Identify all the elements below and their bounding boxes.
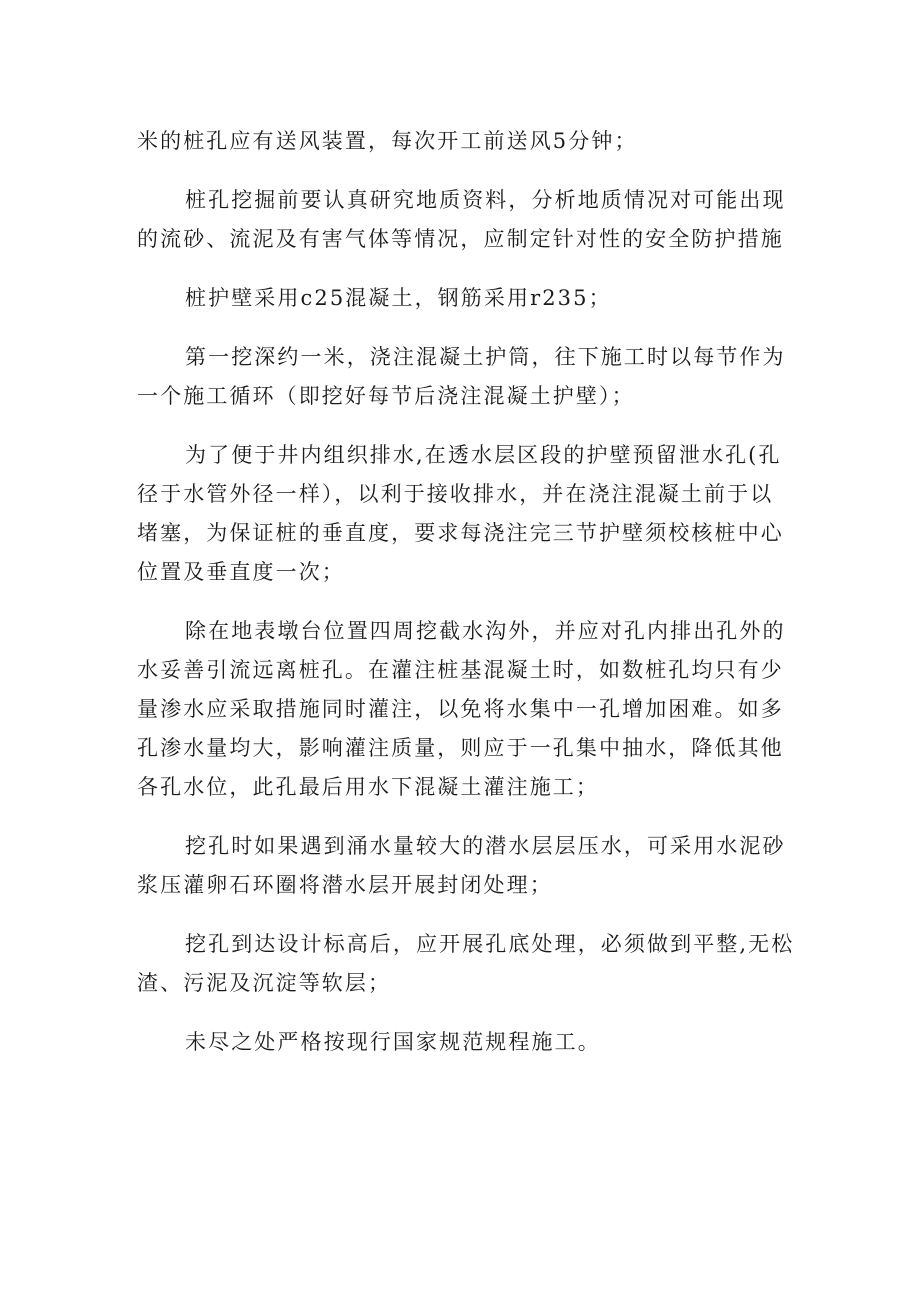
text-line: 桩孔挖掘前要认真研究地质资料，分析地质情况对可能出现 <box>185 188 786 212</box>
text-line: 水妥善引流远离桩孔。在灌注桩基混凝土时，如数桩孔均只有少 <box>137 658 784 682</box>
text-line: 米的桩孔应有送风装置，每次开工前送风5分钟； <box>137 129 638 153</box>
text-line: 未尽之处严格按现行国家规范规程施工。 <box>185 1030 601 1054</box>
text-line: 堵塞，为保证桩的垂直度，要求每浇注完三节护壁须校核桩中心 <box>137 521 784 545</box>
text-line: 除在地表墩台位置四周挖截水沟外，并应对孔内排出孔外的 <box>185 619 786 643</box>
paragraph-1 <box>137 122 789 161</box>
text-line: 为了便于井内组织排水,在透水层区段的护壁预留泄水孔(孔 <box>185 443 782 467</box>
text-line: 的流砂、流泥及有害气体等情况，应制定针对性的安全防护措施 <box>137 227 784 251</box>
text-line: 挖孔时如果遇到涌水量较大的潜水层层压水，可采用水泥砂 <box>185 834 786 858</box>
text-line: 各孔水位，此孔最后用水下混凝土灌注施工； <box>137 775 599 799</box>
text-line: 桩护壁采用c25混凝土，钢筋采用r235； <box>185 286 612 310</box>
paragraph-6 <box>137 612 789 807</box>
paragraph-4 <box>137 338 789 416</box>
text-line: 第一挖深约一米，浇注混凝土护筒，往下施工时以每节作为 <box>185 345 786 369</box>
paragraph-5 <box>137 436 789 592</box>
text-line: 挖孔到达设计标高后，应开展孔底处理，必须做到平整,无松 <box>185 932 795 956</box>
text-line: 一个施工循环（即挖好每节后浇注混凝土护壁）； <box>137 384 635 408</box>
paragraph-2 <box>137 181 789 259</box>
paragraph-7 <box>137 827 789 905</box>
text-line: 浆压灌卵石环圈将潜水层开展封闭处理； <box>137 873 553 897</box>
text-line: 位置及垂直度一次； <box>137 560 345 584</box>
paragraph-8 <box>137 925 795 1003</box>
text-line: 径于水管外径一样），以利于接收排水，并在浇注混凝土前于以 <box>137 482 774 506</box>
paragraph-9 <box>137 1023 789 1062</box>
text-line: 孔渗水量均大，影响灌注质量，则应于一孔集中抽水，降低其他 <box>137 736 784 760</box>
paragraph-3 <box>137 279 789 318</box>
document-body <box>137 122 795 1082</box>
text-line: 量渗水应采取措施同时灌注，以免将水集中一孔增加困难。如多 <box>137 697 784 721</box>
text-line: 渣、污泥及沉淀等软层； <box>137 971 392 995</box>
